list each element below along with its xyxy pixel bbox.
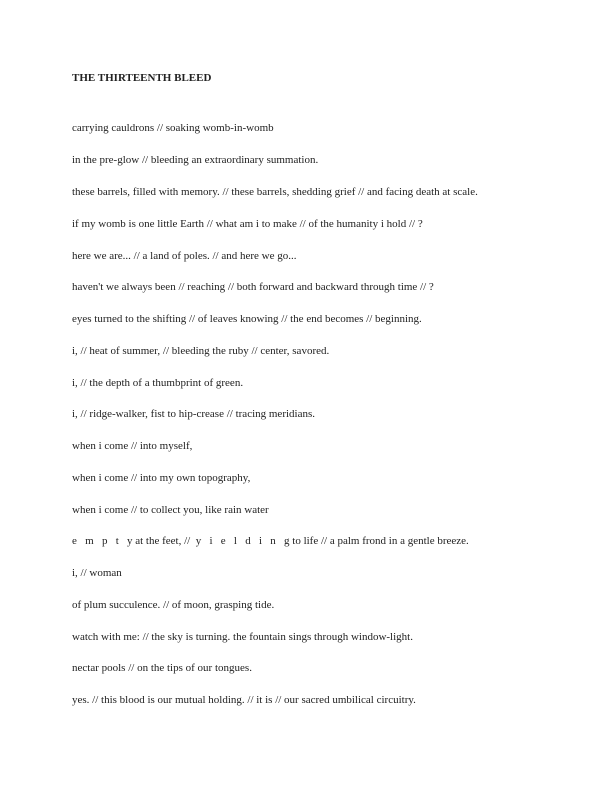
poem-line: when i come // to collect you, like rain water [72, 504, 269, 516]
poem-line: yes. // this blood is our mutual holding. // it is // our sacred umbilical circuitry. [72, 694, 416, 706]
poem-line: here we are... // a land of poles. // and here we go... [72, 250, 297, 262]
poem-line: if my womb is one little Earth // what am i to make // of the humanity i hold // ? [72, 218, 423, 230]
poem-line: haven't we always been // reaching // both forward and backward through time // ? [72, 281, 434, 293]
poem-line: in the pre-glow // bleeding an extraordinary summation. [72, 154, 319, 166]
poem-title: THE THIRTEENTH BLEED [72, 72, 212, 84]
poem-line: watch with me: // the sky is turning. the fountain sings through window-light. [72, 631, 413, 643]
poem-line: i, // woman [72, 567, 122, 579]
poem-line: nectar pools // on the tips of our tongues. [72, 662, 252, 674]
poem-line: of plum succulence. // of moon, grasping tide. [72, 599, 275, 611]
poem-line: carrying cauldrons // soaking womb-in-womb [72, 122, 274, 134]
poem-line: i, // heat of summer, // bleeding the ruby // center, savored. [72, 345, 330, 357]
poem-line: eyes turned to the shifting // of leaves knowing // the end becomes // beginning. [72, 313, 422, 325]
poem-line: when i come // into myself, [72, 440, 193, 452]
poem-line: i, // ridge-walker, fist to hip-crease // tracing meridians. [72, 408, 316, 420]
poem-line: when i come // into my own topography, [72, 472, 251, 484]
poem-line: e m p t y at the feet, // y i e l d i n g to life // a palm frond in a gentle breeze. [72, 535, 469, 547]
poem-line: i, // the depth of a thumbprint of green. [72, 377, 244, 389]
poem-line: these barrels, filled with memory. // these barrels, shedding grief // and facing death at scale. [72, 186, 478, 198]
